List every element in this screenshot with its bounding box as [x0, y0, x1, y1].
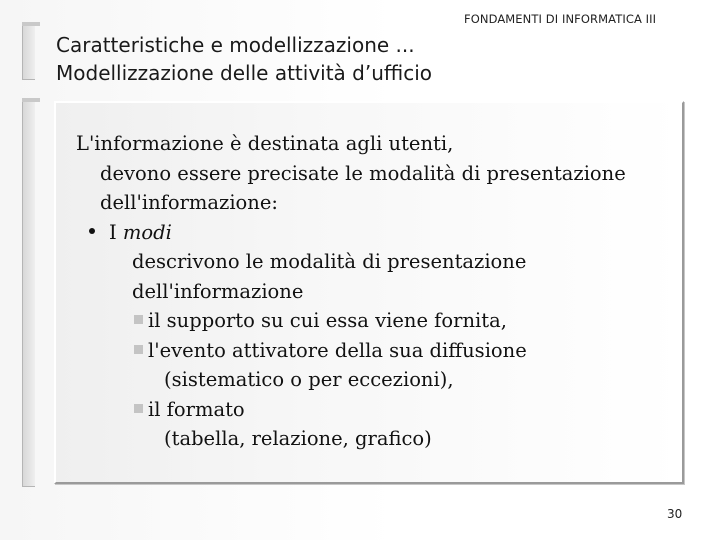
bullet-item-modi [76, 218, 626, 248]
body-line-3: dell'informazione: [100, 191, 278, 214]
slide-body [76, 129, 626, 454]
decorative-left-bar-main [22, 98, 35, 487]
filled-circle-bullet-icon [89, 228, 95, 234]
gray-square-bullet-icon [134, 404, 143, 413]
sub-bullet-evento-text: l'evento attivatore della sua diffusione [148, 338, 527, 362]
body-line-11: (tabella, relazione, grafico) [164, 427, 432, 450]
gray-square-bullet-icon [134, 345, 143, 354]
sub-bullet-supporto [76, 306, 626, 336]
bullet-item-modi-emphasis: modi [122, 220, 172, 244]
bullet-item-modi-prefix: I [109, 220, 123, 244]
body-line-2: devono essere precisate le modalità di presentazione [100, 161, 626, 185]
page-number: 30 [667, 507, 683, 521]
slide-title-line2: Modellizzazione delle attività d’ufficio [56, 61, 433, 85]
course-header: FONDAMENTI DI INFORMATICA III [464, 12, 657, 26]
body-line-6: dell'informazione [132, 279, 304, 303]
gray-square-bullet-icon [134, 315, 143, 324]
sub-bullet-formato [76, 395, 626, 425]
slide-title [56, 31, 432, 87]
sub-bullet-evento [76, 336, 626, 366]
sub-bullet-formato-text: il formato [148, 397, 245, 421]
decorative-left-bar-top [22, 22, 35, 80]
sub-bullet-supporto-text: il supporto su cui essa viene fornita, [148, 309, 507, 332]
body-line-5: descrivono le modalità di presentazione [132, 250, 527, 273]
body-line-1: L'informazione è destinata agli utenti, [76, 132, 454, 155]
slide-title-line1: Caratteristiche e modellizzazione ... [56, 33, 415, 57]
body-line-9: (sistematico o per eccezioni), [164, 368, 454, 391]
